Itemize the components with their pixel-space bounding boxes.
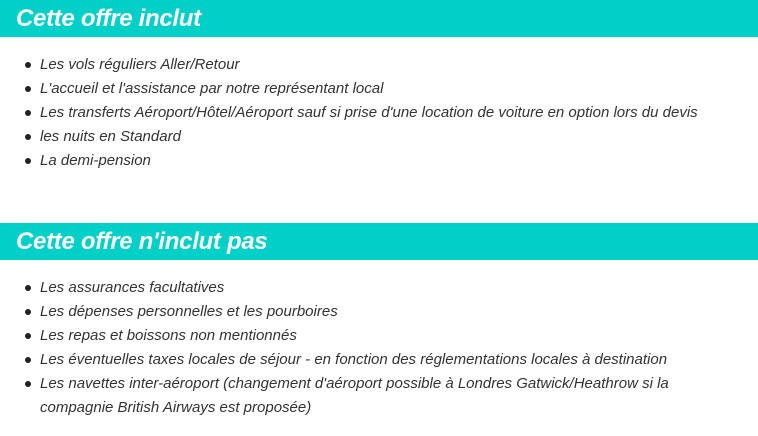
bullet-icon [25,110,31,116]
list-item-text: Les repas et boissons non mentionnés [40,327,297,344]
list-item-text: les nuits en Standard [40,128,181,145]
list-item [0,149,758,173]
list-item [0,324,758,348]
list-item-text: Les éventuelles taxes locales de séjour - en fonction des réglementations locales à destination [40,351,668,368]
list-item [0,53,758,77]
bullet-icon [25,158,31,164]
list-item [0,372,758,420]
bullet-icon [25,134,31,140]
list-item [0,276,758,300]
list-item [0,77,758,101]
list-item [0,101,758,125]
bullet-icon [25,309,31,315]
bullet-icon [25,333,31,339]
bullet-icon [25,381,31,387]
included-section-title: Cette offre inclut [0,0,758,37]
list-item [0,348,758,372]
list-item-text: La demi-pension [40,152,151,169]
bullet-icon [25,86,31,92]
list-item [0,125,758,149]
list-item [0,300,758,324]
list-item-text: L'accueil et l'assistance par notre représentant local [40,80,384,97]
list-item-text: Les assurances facultatives [40,279,225,296]
included-list [0,53,758,173]
list-item-text: Les navettes inter-aéroport (changement d'aéroport possible à Londres Gatwick/Heathrow si la compagnie British Airways est proposée) [40,375,669,416]
excluded-list [0,276,758,420]
list-item-text: Les vols réguliers Aller/Retour [40,56,240,73]
bullet-icon [25,357,31,363]
excluded-section-title: Cette offre n'inclut pas [0,223,758,260]
list-item-text: Les transferts Aéroport/Hôtel/Aéroport sauf si prise d'une location de voiture en option lors du devis [40,104,698,121]
list-item-text: Les dépenses personnelles et les pourboires [40,303,338,320]
bullet-icon [25,62,31,68]
bullet-icon [25,285,31,291]
